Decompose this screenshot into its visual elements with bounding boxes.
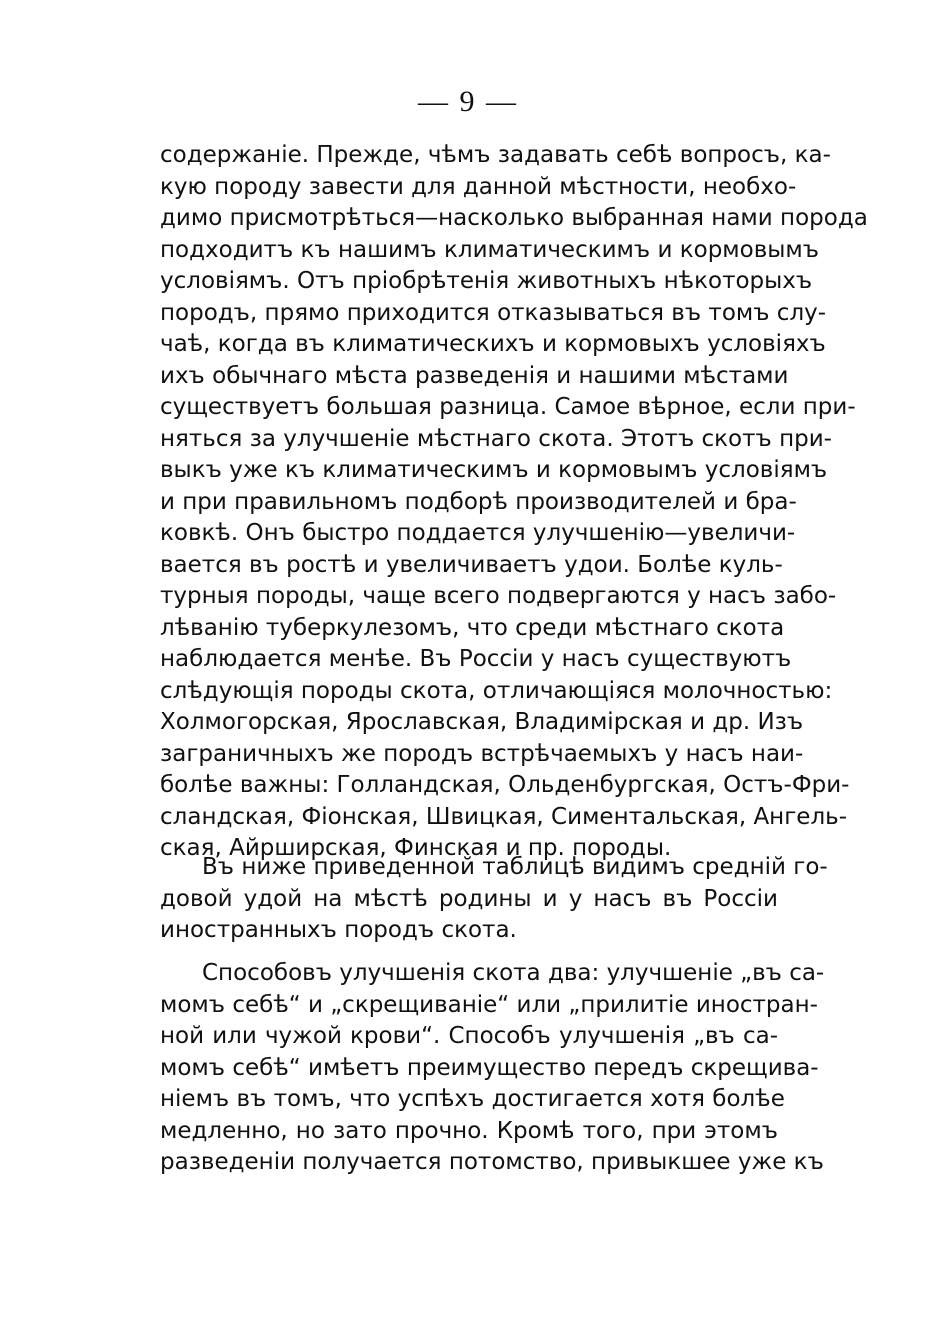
text-line: ніемъ въ томъ, что успѣхъ достигается хотя болѣе [160, 1086, 785, 1112]
text-line: ковкѣ. Онъ быстро поддается улучшенію—увеличи- [160, 520, 796, 546]
text-line: выкъ уже къ климатическимъ и кормовымъ условіямъ [160, 457, 828, 483]
text-line: довой удой на мѣстѣ родины и у насъ въ Россіи [160, 885, 778, 912]
text-line: иностранныхъ породъ скота. [160, 917, 517, 943]
text-line: ихъ обычнаго мѣста разведенія и нашими мѣстами [160, 362, 789, 389]
text-line: лѣванію туберкулезомъ, что среди мѣстнаго скота [160, 614, 785, 641]
text-line: разведеніи получается потомство, привыкшее уже къ [160, 1149, 824, 1175]
text-line: и при правильномъ подборѣ производителей и бра- [160, 488, 797, 515]
paragraph-1 [160, 140, 868, 865]
text-line: наблюдается менѣе. Въ Россіи у насъ существуютъ [160, 646, 792, 672]
text-line: момъ себѣ“ и „скрещиваніе“ или „прилитіе иностран- [160, 991, 818, 1018]
text-line: момъ себѣ“ имѣетъ преимущество передъ скрещива- [160, 1054, 819, 1081]
text-line: няться за улучшеніе мѣстнаго скота. Этотъ скотъ при- [160, 425, 832, 452]
text-line: Холмогорская, Ярославская, Владимірская и др. Изъ [160, 709, 804, 735]
text-line: медленно, но зато прочно. Кромѣ того, при этомъ [160, 1117, 778, 1144]
text-line: кую породу завести для данной мѣстности, необхо- [160, 173, 797, 200]
text-line: турныя породы, чаще всего подвергаются у насъ забо- [160, 583, 837, 609]
text-line: условіямъ. Отъ пріобрѣтенія животныхъ нѣкоторыхъ [160, 268, 813, 294]
text-line: ной или чужой крови“. Способъ улучшенія „въ са- [160, 1023, 778, 1049]
text-line: ская, Айрширская, Финская и пр. породы. [160, 835, 672, 861]
page-number: — 9 — [418, 85, 518, 118]
text-line: слѣдующія породы скота, отличающіяся молочностью: [160, 677, 833, 704]
text-line: Способовъ улучшенія скота два: улучшеніе „въ са- [202, 960, 825, 986]
text-line: заграничныхъ же породъ встрѣчаемыхъ у насъ наи- [160, 740, 804, 767]
text-line: существуетъ большая разница. Самое вѣрное, если при- [160, 394, 856, 420]
text-line: подходитъ къ нашимъ климатическимъ и кормовымъ [160, 236, 820, 263]
text-line: вается въ ростѣ и увеличиваетъ удои. Болѣе куль- [160, 551, 783, 578]
text-line: димо присмотрѣться—насколько выбранная нами порода [160, 205, 868, 231]
paragraph-2 [160, 852, 828, 947]
text-line: Въ ниже приведенной таблицѣ видимъ средній го- [202, 854, 828, 880]
text-line: сландская, Фіонская, Швицкая, Симентальская, Ангель- [160, 803, 848, 830]
paragraph-3 [160, 958, 825, 1179]
text-line: болѣе важны: Голландская, Ольденбургская, Остъ-Фри- [160, 772, 850, 798]
text-line: чаѣ, когда въ климатическихъ и кормовыхъ условіяхъ [160, 331, 826, 357]
text-line: породъ, прямо приходится отказываться въ томъ слу- [160, 299, 827, 326]
text-line: содержаніе. Прежде, чѣмъ задавать себѣ вопросъ, ка- [160, 142, 831, 168]
